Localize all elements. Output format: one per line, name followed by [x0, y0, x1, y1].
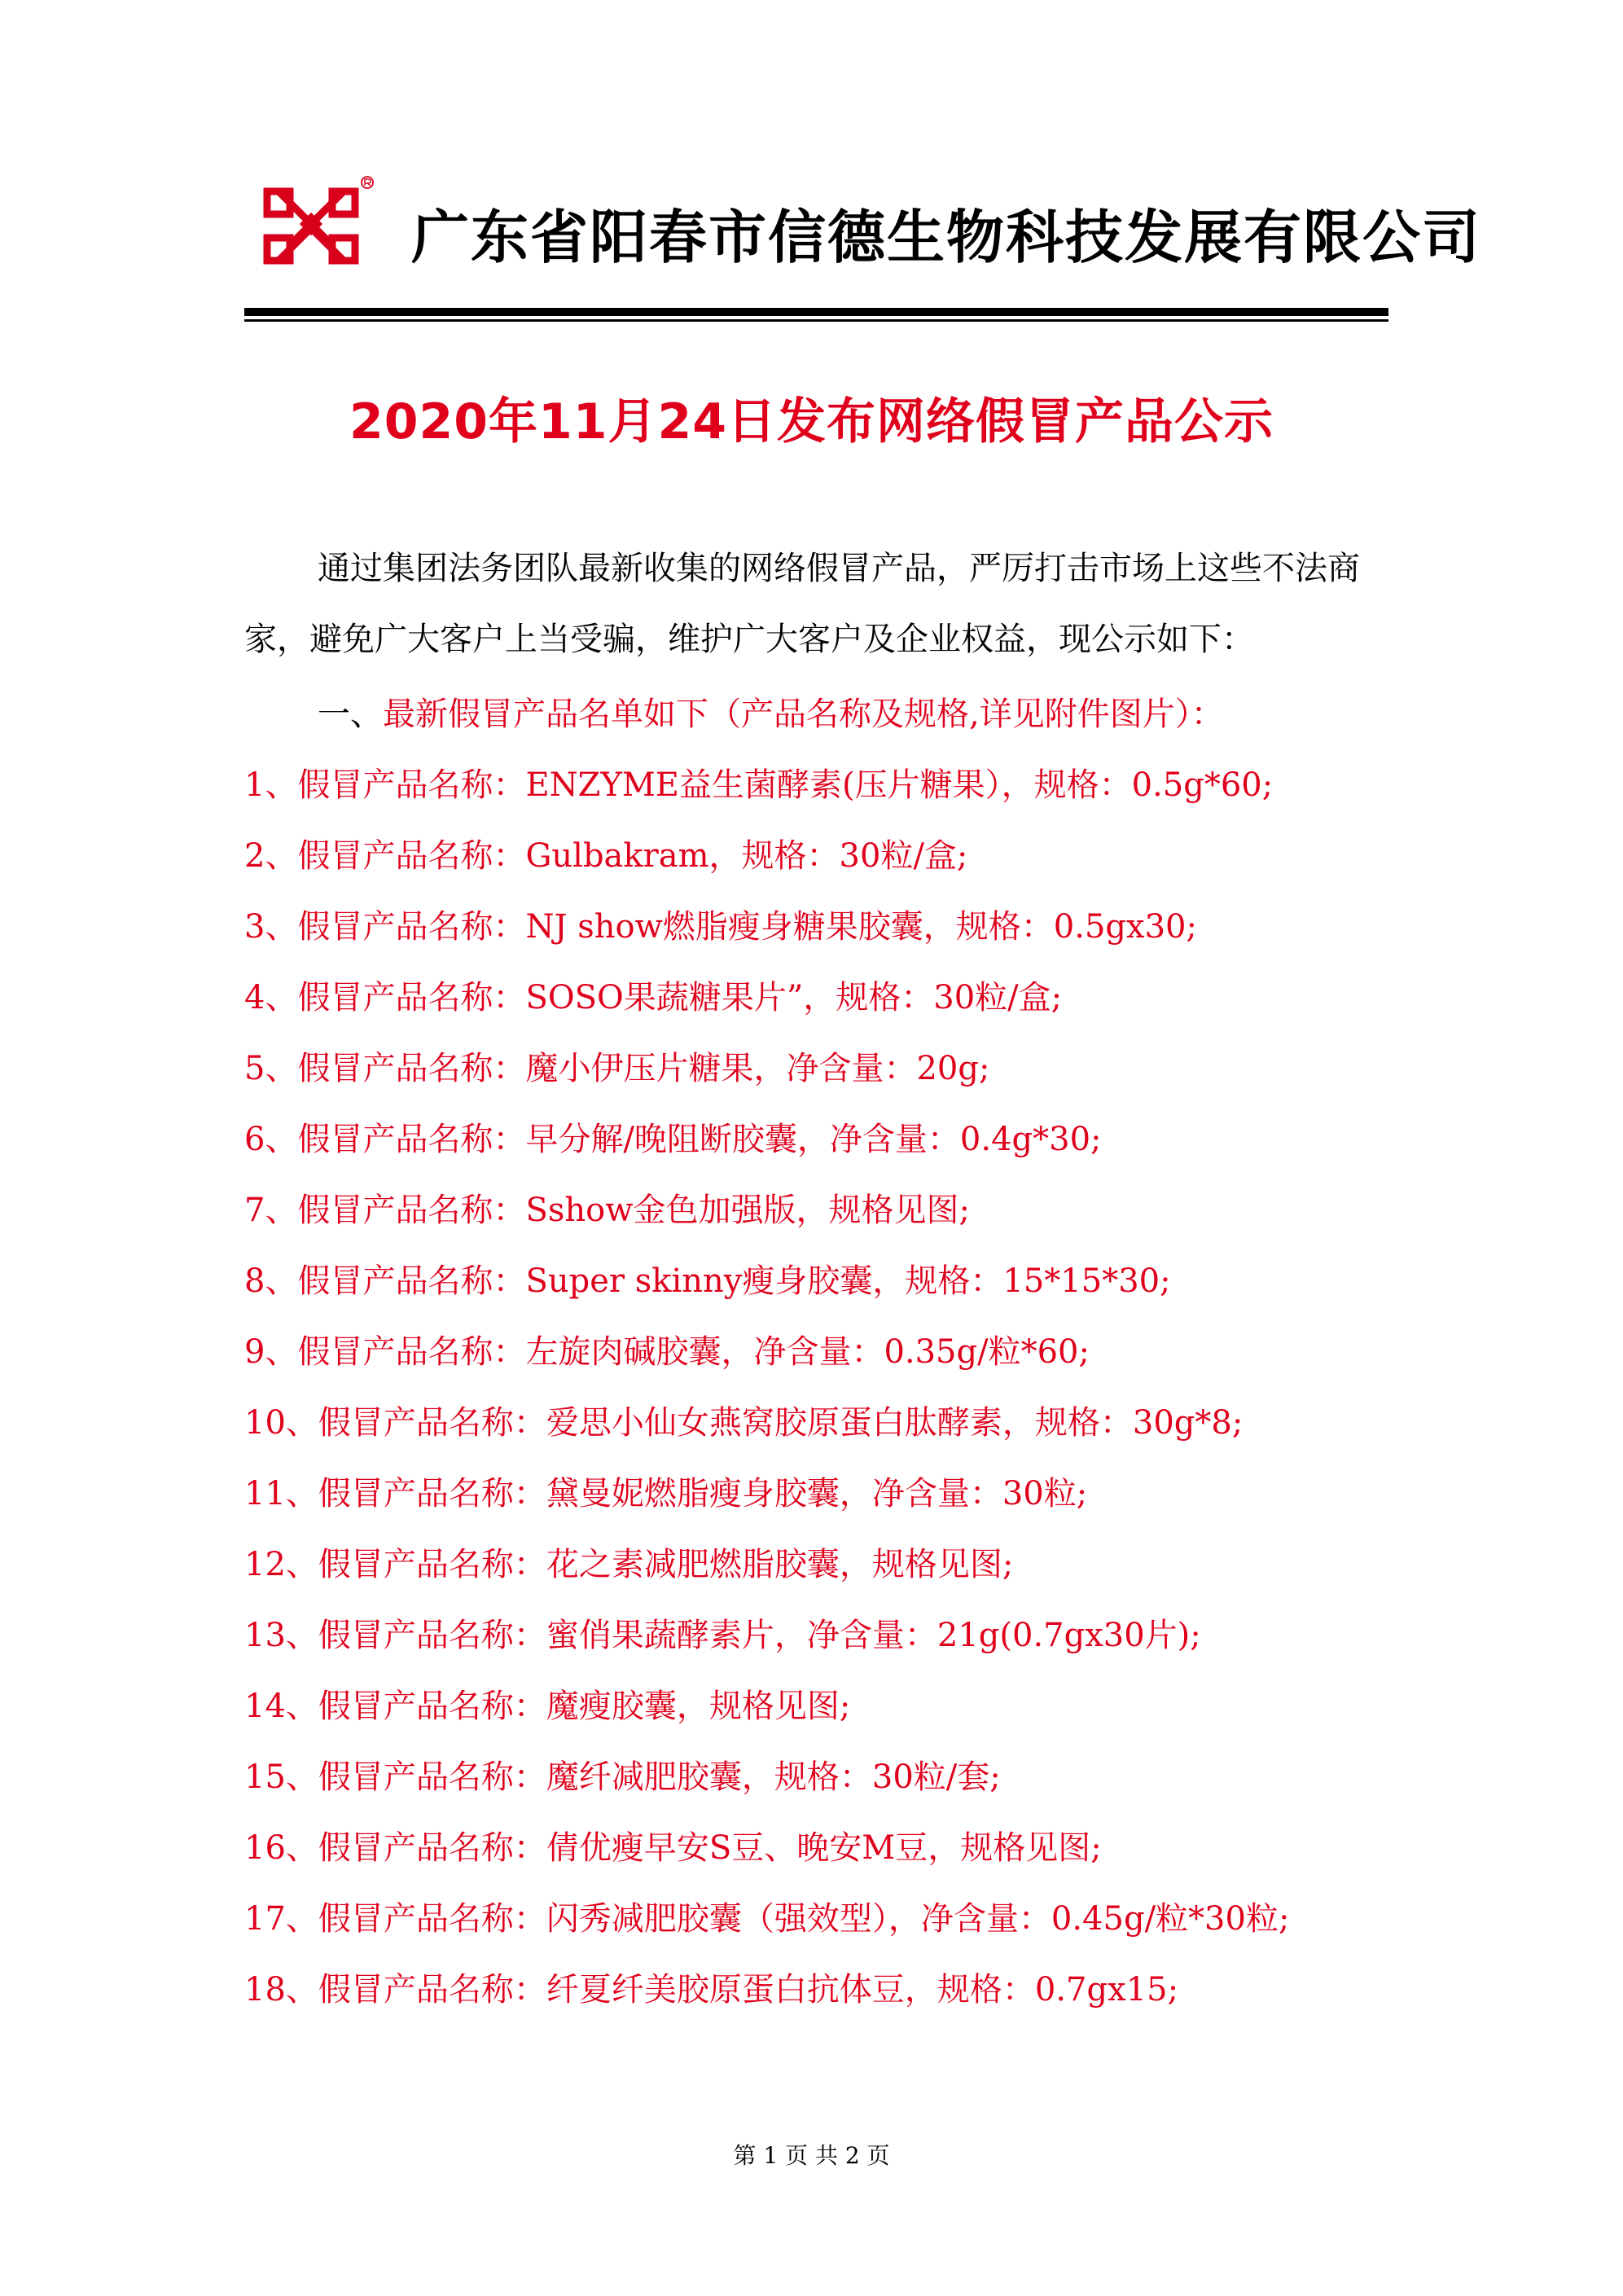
list-item: 3、假冒产品名称：NJ show燃脂瘦身糖果胶囊，规格：0.5gx30; [244, 908, 1197, 946]
section-heading [318, 679, 1224, 750]
section-heading-text: 最新假冒产品名单如下（产品名称及规格,详见附件图片）： [383, 696, 1224, 733]
document-title: 2020年11月24日发布网络假冒产品公示 [349, 393, 1274, 450]
list-item: 5、假冒产品名称：魔小伊压片糖果，净含量：20g; [244, 1050, 990, 1087]
list-item: 6、假冒产品名称：早分解/晚阻断胶囊，净含量：0.4g*30; [244, 1121, 1102, 1158]
xinde-logo-icon [261, 175, 375, 277]
list-item: 11、假冒产品名称：黛曼妮燃脂瘦身胶囊，净含量：30粒; [244, 1475, 1088, 1512]
header-divider-thin [244, 319, 1388, 322]
list-item: 7、假冒产品名称：Sshow金色加强版，规格见图; [244, 1192, 970, 1229]
intro-paragraph: 通过集团法务团队最新收集的网络假冒产品，严厉打击市场上这些不法商家，避免广大客户上当受骗，维护广大客户及企业权益，现公示如下： [244, 550, 1360, 658]
list-item: 9、假冒产品名称：左旋肉碱胶囊，净含量：0.35g/粒*60; [244, 1333, 1090, 1371]
list-item: 12、假冒产品名称：花之素减肥燃脂胶囊，规格见图; [244, 1546, 1014, 1583]
list-item: 1、假冒产品名称：ENZYME益生菌酵素(压片糖果），规格：0.5g*60; [244, 766, 1274, 804]
list-item: 18、假冒产品名称：纤夏纤美胶原蛋白抗体豆，规格：0.7gx15; [244, 1971, 1179, 2008]
list-item: 8、假冒产品名称：Super skinny瘦身胶囊，规格：15*15*30; [244, 1262, 1171, 1300]
company-name: 广东省阳春市信德生物科技发展有限公司 [411, 204, 1482, 271]
list-item: 2、假冒产品名称：Gulbakram，规格：30粒/盒; [244, 837, 968, 875]
counterfeit-product-list [244, 750, 1393, 2026]
header-divider-thick [244, 308, 1388, 316]
list-item: 14、假冒产品名称：魔瘦胶囊，规格见图; [244, 1688, 851, 1725]
list-item: 4、假冒产品名称：SOSO果蔬糖果片”，规格：30粒/盒; [244, 979, 1063, 1016]
list-item: 15、假冒产品名称：魔纤减肥胶囊，规格：30粒/套; [244, 1758, 1001, 1796]
list-item: 10、假冒产品名称：爱思小仙女燕窝胶原蛋白肽酵素，规格：30g*8; [244, 1404, 1244, 1442]
letterhead [244, 147, 1482, 285]
list-item: 16、假冒产品名称：倩优瘦早安S豆、晚安M豆，规格见图; [244, 1829, 1102, 1867]
page-number-footer: 第 1 页 共 2 页 [733, 2142, 890, 2169]
list-item: 13、假冒产品名称：蜜俏果蔬酵素片，净含量：21g(0.7gx30片); [244, 1617, 1201, 1654]
list-item: 17、假冒产品名称：闪秀减肥胶囊（强效型），净含量：0.45g/粒*30粒; [244, 1900, 1290, 1938]
section-number: 一、 [318, 696, 383, 733]
